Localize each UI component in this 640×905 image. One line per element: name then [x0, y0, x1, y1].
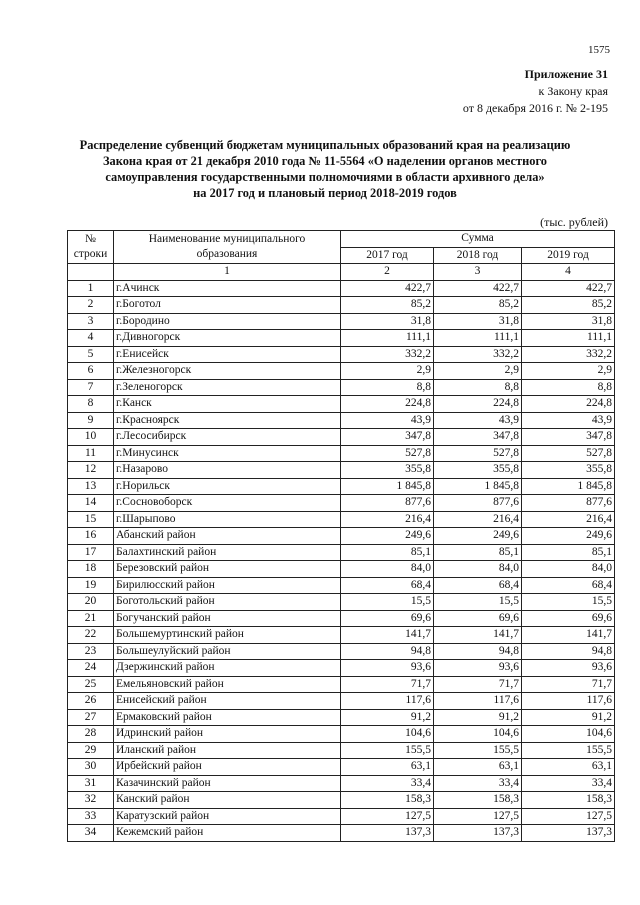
- subsidy-table: [67, 230, 615, 842]
- value-2018: 93,6: [434, 660, 522, 677]
- row-number: 12: [68, 462, 114, 479]
- table-row: [68, 445, 615, 462]
- col-index-3: 3: [434, 264, 522, 281]
- entity-name: Казачинский район: [114, 775, 341, 792]
- row-number: 19: [68, 577, 114, 594]
- value-2018: 1 845,8: [434, 478, 522, 495]
- value-2017: 33,4: [341, 775, 434, 792]
- entity-name: г.Шарыпово: [114, 511, 341, 528]
- value-2018: 85,2: [434, 297, 522, 314]
- value-2019: 94,8: [522, 643, 615, 660]
- row-number: 3: [68, 313, 114, 330]
- table-body: [68, 280, 615, 841]
- entity-name: г.Железногорск: [114, 363, 341, 380]
- table-row: [68, 346, 615, 363]
- value-2018: 15,5: [434, 594, 522, 611]
- value-2017: 15,5: [341, 594, 434, 611]
- value-2019: 15,5: [522, 594, 615, 611]
- row-number: 21: [68, 610, 114, 627]
- value-2019: 127,5: [522, 808, 615, 825]
- value-2019: 91,2: [522, 709, 615, 726]
- header-row-label: строки: [73, 248, 108, 260]
- value-2017: 422,7: [341, 280, 434, 297]
- value-2018: 33,4: [434, 775, 522, 792]
- value-2017: 216,4: [341, 511, 434, 528]
- entity-name: Идринский район: [114, 726, 341, 743]
- table-row: [68, 726, 615, 743]
- row-number: 22: [68, 627, 114, 644]
- value-2019: 158,3: [522, 792, 615, 809]
- row-number: 2: [68, 297, 114, 314]
- header-entity-line-1: Наименование муниципального: [148, 233, 306, 245]
- value-2017: 137,3: [341, 825, 434, 842]
- row-number: 31: [68, 775, 114, 792]
- value-2019: 422,7: [522, 280, 615, 297]
- row-number: 9: [68, 412, 114, 429]
- value-2018: 155,5: [434, 742, 522, 759]
- entity-name: г.Назарово: [114, 462, 341, 479]
- appendix-line-2: от 8 декабря 2016 г. № 2-195: [462, 101, 608, 115]
- value-2019: 85,2: [522, 297, 615, 314]
- value-2017: 68,4: [341, 577, 434, 594]
- value-2018: 43,9: [434, 412, 522, 429]
- value-2019: 31,8: [522, 313, 615, 330]
- value-2018: 347,8: [434, 429, 522, 446]
- row-number: 16: [68, 528, 114, 545]
- value-2018: 877,6: [434, 495, 522, 512]
- entity-name: Балахтинский район: [114, 544, 341, 561]
- table-row: [68, 742, 615, 759]
- value-2018: 2,9: [434, 363, 522, 380]
- header-row-number: [68, 231, 114, 264]
- table-row: [68, 379, 615, 396]
- entity-name: Канский район: [114, 792, 341, 809]
- value-2019: 117,6: [522, 693, 615, 710]
- row-number: 27: [68, 709, 114, 726]
- value-2017: 91,2: [341, 709, 434, 726]
- value-2018: 8,8: [434, 379, 522, 396]
- value-2017: 71,7: [341, 676, 434, 693]
- value-2017: 93,6: [341, 660, 434, 677]
- value-2018: 68,4: [434, 577, 522, 594]
- title-line-3: самоуправления государственными полномочиями в области архивного дела»: [105, 170, 545, 184]
- value-2019: 155,5: [522, 742, 615, 759]
- entity-name: г.Сосновоборск: [114, 495, 341, 512]
- header-year-2019: 2019 год: [522, 247, 615, 264]
- appendix-title: Приложение 31: [524, 67, 608, 81]
- value-2017: 85,1: [341, 544, 434, 561]
- row-number: 25: [68, 676, 114, 693]
- row-number: 11: [68, 445, 114, 462]
- value-2017: 63,1: [341, 759, 434, 776]
- table-row: [68, 330, 615, 347]
- value-2018: 249,6: [434, 528, 522, 545]
- entity-name: г.Бородино: [114, 313, 341, 330]
- value-2018: 104,6: [434, 726, 522, 743]
- value-2019: 347,8: [522, 429, 615, 446]
- entity-name: г.Канск: [114, 396, 341, 413]
- entity-name: г.Енисейск: [114, 346, 341, 363]
- value-2018: 216,4: [434, 511, 522, 528]
- table-row: [68, 280, 615, 297]
- header-entity-line-2: образования: [196, 248, 258, 260]
- value-2017: 94,8: [341, 643, 434, 660]
- table-row: [68, 610, 615, 627]
- entity-name: Большемуртинский район: [114, 627, 341, 644]
- value-2019: 332,2: [522, 346, 615, 363]
- row-number: 1: [68, 280, 114, 297]
- row-number: 33: [68, 808, 114, 825]
- entity-name: Березовский район: [114, 561, 341, 578]
- row-number: 14: [68, 495, 114, 512]
- appendix-header: [463, 66, 608, 117]
- value-2019: 137,3: [522, 825, 615, 842]
- table-row: [68, 627, 615, 644]
- value-2018: 158,3: [434, 792, 522, 809]
- table-row: [68, 808, 615, 825]
- value-2018: 94,8: [434, 643, 522, 660]
- table-row: [68, 577, 615, 594]
- value-2018: 69,6: [434, 610, 522, 627]
- table-row: [68, 643, 615, 660]
- value-2017: 877,6: [341, 495, 434, 512]
- table-row: [68, 495, 615, 512]
- entity-name: Ирбейский район: [114, 759, 341, 776]
- value-2019: 84,0: [522, 561, 615, 578]
- value-2018: 137,3: [434, 825, 522, 842]
- value-2017: 117,6: [341, 693, 434, 710]
- title-line-4: на 2017 год и плановый период 2018-2019 годов: [193, 186, 457, 200]
- value-2018: 111,1: [434, 330, 522, 347]
- value-2017: 84,0: [341, 561, 434, 578]
- value-2019: 8,8: [522, 379, 615, 396]
- entity-name: г.Минусинск: [114, 445, 341, 462]
- row-number: 30: [68, 759, 114, 776]
- value-2019: 111,1: [522, 330, 615, 347]
- table-row: [68, 693, 615, 710]
- value-2018: 422,7: [434, 280, 522, 297]
- value-2019: 85,1: [522, 544, 615, 561]
- row-number: 7: [68, 379, 114, 396]
- value-2019: 355,8: [522, 462, 615, 479]
- value-2018: 141,7: [434, 627, 522, 644]
- header-year-2018: 2018 год: [434, 247, 522, 264]
- value-2017: 158,3: [341, 792, 434, 809]
- entity-name: Каратузский район: [114, 808, 341, 825]
- entity-name: Кежемский район: [114, 825, 341, 842]
- entity-name: Ермаковский район: [114, 709, 341, 726]
- entity-name: г.Дивногорск: [114, 330, 341, 347]
- row-number: 4: [68, 330, 114, 347]
- value-2019: 69,6: [522, 610, 615, 627]
- col-index-name: 1: [114, 264, 341, 281]
- table-row: [68, 511, 615, 528]
- document-title: [50, 137, 600, 201]
- title-line-2: Закона края от 21 декабря 2010 года № 11-5564 «О наделении органов местного: [103, 154, 547, 168]
- value-2017: 249,6: [341, 528, 434, 545]
- row-number: 8: [68, 396, 114, 413]
- row-number: 6: [68, 363, 114, 380]
- col-index-4: 4: [522, 264, 615, 281]
- table-row: [68, 825, 615, 842]
- entity-name: Бирилюсский район: [114, 577, 341, 594]
- value-2017: 141,7: [341, 627, 434, 644]
- value-2019: 224,8: [522, 396, 615, 413]
- value-2018: 63,1: [434, 759, 522, 776]
- value-2019: 43,9: [522, 412, 615, 429]
- entity-name: Боготольский район: [114, 594, 341, 611]
- header-year-2017: 2017 год: [341, 247, 434, 264]
- row-number: 13: [68, 478, 114, 495]
- value-2019: 63,1: [522, 759, 615, 776]
- value-2019: 1 845,8: [522, 478, 615, 495]
- table-row: [68, 313, 615, 330]
- value-2018: 71,7: [434, 676, 522, 693]
- row-number: 15: [68, 511, 114, 528]
- table-row: [68, 429, 615, 446]
- value-2019: 33,4: [522, 775, 615, 792]
- row-number: 26: [68, 693, 114, 710]
- entity-name: Дзержинский район: [114, 660, 341, 677]
- value-2019: 249,6: [522, 528, 615, 545]
- row-number: 20: [68, 594, 114, 611]
- header-entity-name: [114, 231, 341, 264]
- value-2017: 1 845,8: [341, 478, 434, 495]
- table-row: [68, 544, 615, 561]
- appendix-line-1: к Закону края: [538, 84, 608, 98]
- units-label: (тыс. рублей): [540, 215, 608, 229]
- value-2018: 224,8: [434, 396, 522, 413]
- table-row: [68, 759, 615, 776]
- row-number: 17: [68, 544, 114, 561]
- value-2019: 527,8: [522, 445, 615, 462]
- table-row: [68, 412, 615, 429]
- row-number: 29: [68, 742, 114, 759]
- title-line-1: Распределение субвенций бюджетам муниципальных образований края на реализацию: [79, 138, 571, 152]
- value-2017: 527,8: [341, 445, 434, 462]
- value-2018: 127,5: [434, 808, 522, 825]
- value-2017: 347,8: [341, 429, 434, 446]
- entity-name: г.Зеленогорск: [114, 379, 341, 396]
- table-row: [68, 396, 615, 413]
- table-row: [68, 297, 615, 314]
- table-row: [68, 660, 615, 677]
- header-sum: Сумма: [341, 231, 615, 248]
- table-row: [68, 478, 615, 495]
- value-2017: 332,2: [341, 346, 434, 363]
- entity-name: Богучанский район: [114, 610, 341, 627]
- table-row: [68, 561, 615, 578]
- entity-name: г.Красноярск: [114, 412, 341, 429]
- value-2017: 69,6: [341, 610, 434, 627]
- value-2017: 111,1: [341, 330, 434, 347]
- value-2019: 877,6: [522, 495, 615, 512]
- value-2017: 104,6: [341, 726, 434, 743]
- value-2018: 85,1: [434, 544, 522, 561]
- table-row: [68, 594, 615, 611]
- col-index-2: 2: [341, 264, 434, 281]
- entity-name: Большеулуйский район: [114, 643, 341, 660]
- entity-name: г.Лесосибирск: [114, 429, 341, 446]
- entity-name: г.Ачинск: [114, 280, 341, 297]
- value-2018: 31,8: [434, 313, 522, 330]
- entity-name: Абанский район: [114, 528, 341, 545]
- value-2017: 85,2: [341, 297, 434, 314]
- value-2019: 141,7: [522, 627, 615, 644]
- row-number: 34: [68, 825, 114, 842]
- row-number: 5: [68, 346, 114, 363]
- value-2019: 71,7: [522, 676, 615, 693]
- header-number-sign: №: [85, 233, 96, 245]
- value-2018: 355,8: [434, 462, 522, 479]
- value-2018: 332,2: [434, 346, 522, 363]
- table-row: [68, 528, 615, 545]
- value-2019: 104,6: [522, 726, 615, 743]
- row-number: 10: [68, 429, 114, 446]
- row-number: 23: [68, 643, 114, 660]
- value-2017: 8,8: [341, 379, 434, 396]
- entity-name: г.Норильск: [114, 478, 341, 495]
- table-row: [68, 792, 615, 809]
- value-2018: 91,2: [434, 709, 522, 726]
- table-header: [68, 231, 615, 281]
- entity-name: Иланский район: [114, 742, 341, 759]
- value-2017: 355,8: [341, 462, 434, 479]
- value-2019: 93,6: [522, 660, 615, 677]
- table-row: [68, 363, 615, 380]
- table-row: [68, 676, 615, 693]
- entity-name: Емельяновский район: [114, 676, 341, 693]
- row-number: 18: [68, 561, 114, 578]
- value-2017: 127,5: [341, 808, 434, 825]
- value-2017: 155,5: [341, 742, 434, 759]
- page-number: 1575: [588, 44, 610, 56]
- value-2017: 31,8: [341, 313, 434, 330]
- value-2019: 2,9: [522, 363, 615, 380]
- value-2017: 43,9: [341, 412, 434, 429]
- value-2018: 84,0: [434, 561, 522, 578]
- value-2018: 117,6: [434, 693, 522, 710]
- entity-name: Енисейский район: [114, 693, 341, 710]
- value-2019: 216,4: [522, 511, 615, 528]
- row-number: 24: [68, 660, 114, 677]
- value-2017: 224,8: [341, 396, 434, 413]
- value-2018: 527,8: [434, 445, 522, 462]
- table-row: [68, 775, 615, 792]
- table-row: [68, 709, 615, 726]
- col-index-1: [68, 264, 114, 281]
- entity-name: г.Боготол: [114, 297, 341, 314]
- row-number: 28: [68, 726, 114, 743]
- value-2019: 68,4: [522, 577, 615, 594]
- value-2017: 2,9: [341, 363, 434, 380]
- row-number: 32: [68, 792, 114, 809]
- table-row: [68, 462, 615, 479]
